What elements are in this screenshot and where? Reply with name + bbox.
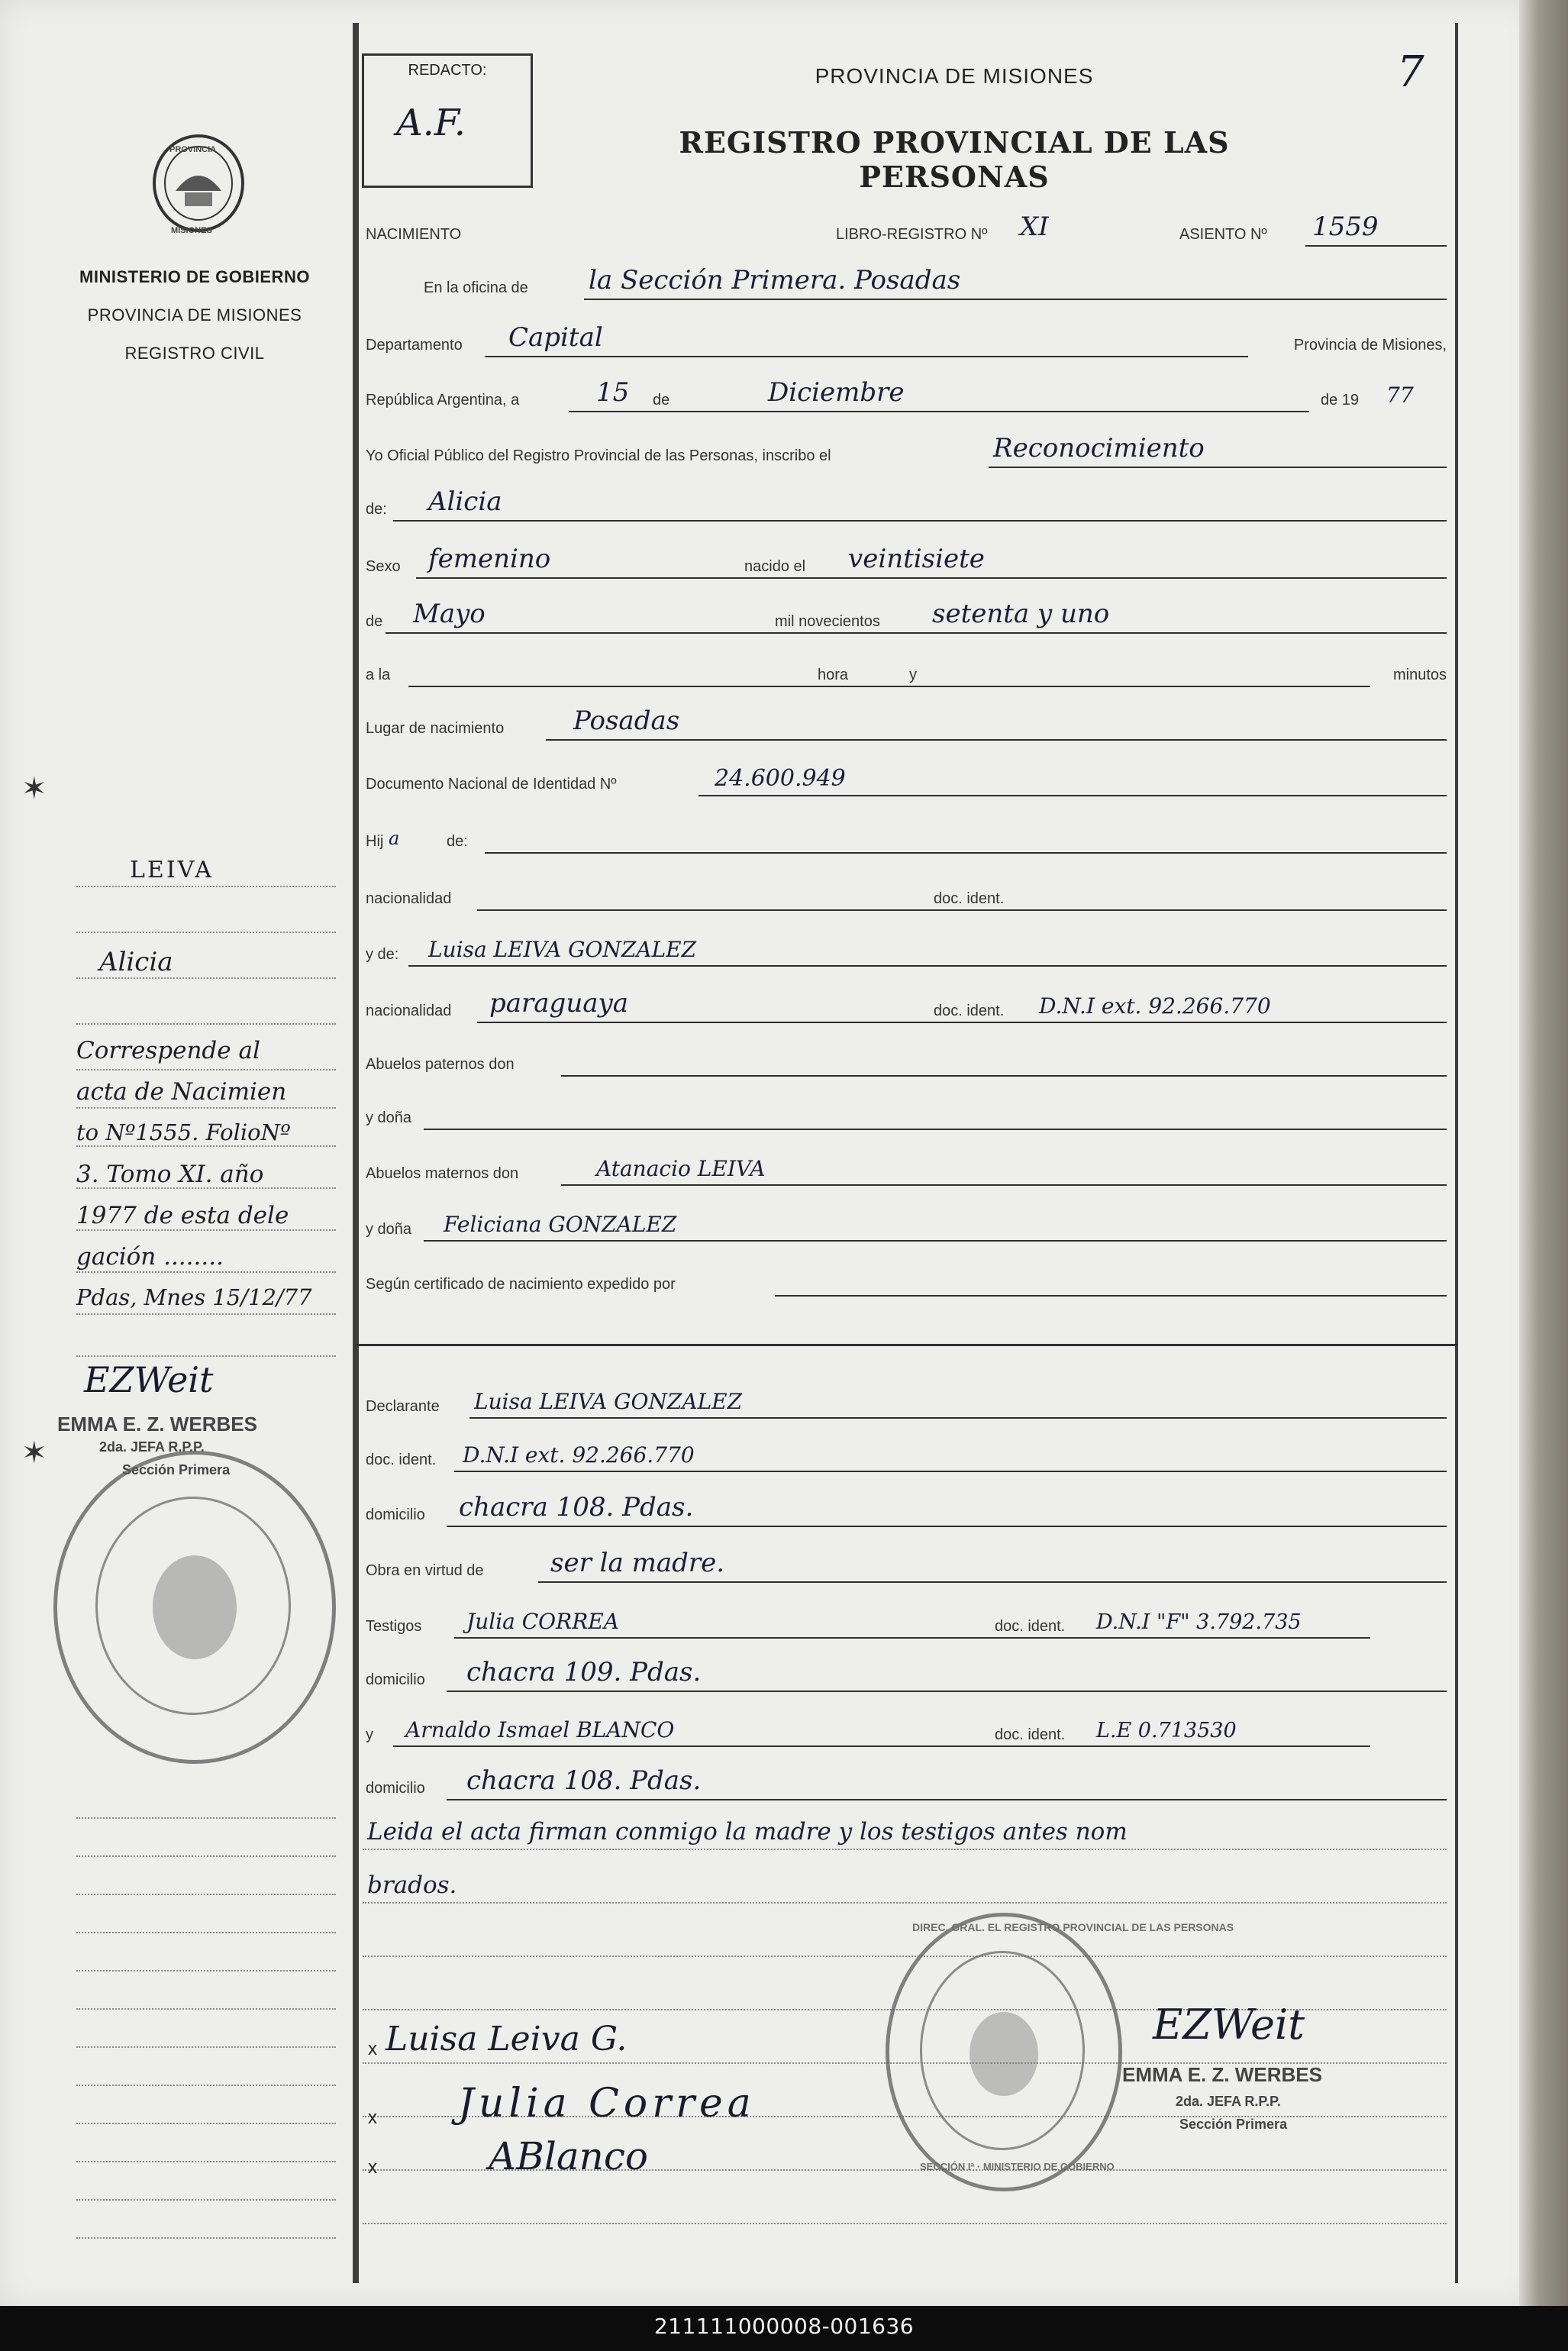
y-testigo-label: y — [366, 1726, 378, 1744]
mil-label: mil novecientos — [775, 613, 885, 631]
nacimiento-label: NACIMIENTO — [366, 226, 466, 244]
note-line-2: acta de Nacimien — [76, 1078, 287, 1106]
row-testigo-1-domicilio — [363, 1655, 1447, 1698]
domicilio-value: chacra 108. Pdas. — [454, 1492, 698, 1523]
signature-x-2: x — [368, 2107, 377, 2128]
doc-ident-label-2: doc. ident. — [928, 1003, 1008, 1020]
segun-label: Según certificado de nacimiento expedido por — [366, 1276, 680, 1293]
left-round-stamp — [53, 1451, 336, 1764]
nacionalidad-label: nacionalidad — [366, 890, 456, 908]
dni-value: 24.600.949 — [710, 765, 850, 792]
testigo1-dom: chacra 109. Pdas. — [462, 1657, 705, 1687]
abuelo-mat-value: Atanacio LEIVA — [592, 1156, 769, 1181]
de-label: de — [653, 392, 674, 409]
signature-witness-1: Julia Correa — [458, 2081, 756, 2127]
doc-ident-label-4: doc. ident. — [989, 1618, 1070, 1636]
declarante-label: Declarante — [366, 1398, 444, 1416]
row-testigo-2-domicilio — [363, 1764, 1447, 1807]
redacto-label: REDACTO: — [408, 62, 487, 79]
row-obra — [363, 1546, 1447, 1589]
testigo2-value: Arnaldo Ismael BLANCO — [401, 1717, 679, 1742]
redacto-value: A.F. — [396, 102, 466, 144]
republica-label: República Argentina, a — [366, 392, 524, 409]
signature-witness-2: ABlanco — [489, 2134, 648, 2178]
image-code: 211111000008-001636 — [653, 2314, 915, 2339]
nacido-label: nacido el — [744, 558, 810, 576]
libro-value: XI — [1015, 212, 1053, 242]
official-role: 2da. JEFA R.P.P. — [1176, 2094, 1281, 2109]
anio-value: 77 — [1382, 383, 1418, 408]
row-oficina — [363, 263, 1447, 306]
y-label: y — [905, 667, 921, 684]
sexo-label: Sexo — [366, 558, 405, 576]
official-section: Sección Primera — [1179, 2117, 1288, 2132]
book-spine — [1519, 0, 1568, 2306]
hijo-suffix: a — [384, 828, 404, 849]
row-inscribo — [363, 431, 1447, 474]
doc-ident-label-3: doc. ident. — [366, 1452, 440, 1469]
domicilio-label-3: domicilio — [366, 1780, 430, 1797]
libro-label: LIBRO-REGISTRO Nº — [836, 226, 992, 244]
mes-nac-value: Mayo — [408, 599, 490, 629]
lugar-value: Posadas — [569, 706, 684, 736]
nombre-value: Alicia — [424, 486, 507, 517]
dni-label: Documento Nacional de Identidad Nº — [366, 776, 621, 793]
ministry-province: PROVINCIA DE MISIONES — [87, 305, 302, 325]
yo-label: Yo Oficial Público del Registro Provincial de las Personas, inscribo el — [366, 447, 836, 465]
doc-ident-label: doc. ident. — [928, 890, 1008, 908]
leida-line-2: brados. — [363, 1871, 461, 1899]
form-right-border — [1455, 23, 1458, 2283]
declarante-value: Luisa LEIVA GONZALEZ — [469, 1389, 747, 1414]
section-separator — [356, 1344, 1458, 1346]
madre-value: Luisa LEIVA GONZALEZ — [424, 937, 701, 962]
row-abuela-paterna — [363, 1093, 1447, 1136]
testigo2-doc: L.E 0.713530 — [1092, 1719, 1241, 1742]
row-madre — [363, 930, 1447, 973]
note-line-3: to Nº1555. FolioNº — [76, 1119, 291, 1145]
anio-nac-value: setenta y uno — [928, 599, 1114, 629]
left-signature: EZWeit — [84, 1359, 214, 1400]
row-hora — [363, 651, 1447, 693]
row-testigo-1 — [363, 1602, 1447, 1645]
nacionalidad-2-value: paraguaya — [485, 988, 633, 1019]
oficina-value: la Sección Primera. Posadas — [584, 265, 965, 295]
obra-value: ser la madre. — [546, 1548, 729, 1578]
blank-row-1 — [363, 1920, 1447, 1963]
registry-title: REGISTRO PROVINCIAL DE LAS PERSONAS — [679, 125, 1230, 194]
testigo2-dom: chacra 108. Pdas. — [462, 1765, 705, 1796]
provincia-suffix: Provincia de Misiones, — [1289, 337, 1447, 354]
row-leida-2 — [363, 1867, 1447, 1910]
doc-ident-label-5: doc. ident. — [989, 1726, 1070, 1744]
abuela-mat-value: Feliciana GONZALEZ — [439, 1212, 681, 1237]
row-nacionalidad-1 — [363, 874, 1447, 917]
binding-hole-mark-2: ✶ — [21, 1436, 47, 1470]
row-abuela-materna — [363, 1205, 1447, 1248]
left-stamp-role: 2da. JEFA R.P.P. — [99, 1439, 205, 1455]
nacido-value: veintisiete — [844, 544, 989, 574]
seal-bottom-text: MISIONES — [171, 226, 212, 235]
note-line-5: 1977 de esta dele — [76, 1202, 289, 1229]
row-abuelos-maternos — [363, 1149, 1447, 1192]
row-doc-declarante — [363, 1435, 1447, 1478]
hijo-de-label: de: — [447, 833, 473, 851]
signature-mother: Luisa Leiva G. — [386, 2020, 628, 2059]
row-sexo — [363, 542, 1447, 585]
domicilio-label-2: domicilio — [366, 1671, 430, 1689]
departamento-label: Departamento — [366, 337, 467, 354]
binding-hole-mark: ✶ — [21, 772, 47, 806]
row-departamento — [363, 321, 1447, 363]
lugar-label: Lugar de nacimiento — [366, 720, 508, 738]
left-stamp-name: EMMA E. Z. WERBES — [57, 1413, 257, 1435]
row-abuelos-paternos — [363, 1040, 1447, 1083]
round-stamp-text: DIREC. GRAL. EL REGISTRO PROVINCIAL DE LAS PERSONAS — [912, 1921, 1234, 1933]
abuelos-pat-label: Abuelos paternos don — [366, 1056, 519, 1074]
row-nombre — [363, 485, 1447, 528]
yo-value: Reconocimiento — [989, 433, 1209, 463]
page-number: 7 — [1397, 47, 1424, 97]
sexo-value: femenino — [424, 544, 555, 574]
testigo1-value: Julia CORREA — [462, 1609, 624, 1634]
stamp-emblem-icon — [141, 1546, 248, 1668]
row-declarante — [363, 1382, 1447, 1425]
asiento-label: ASIENTO Nº — [1179, 226, 1272, 244]
anio-label: de 19 — [1321, 392, 1363, 409]
note-line-1: Correspende al — [76, 1037, 260, 1064]
oficina-label: En la oficina de — [424, 279, 533, 297]
left-stamp-section: Sección Primera — [122, 1462, 231, 1477]
row-lugar — [363, 704, 1447, 747]
testigos-label: Testigos — [366, 1618, 426, 1636]
redacto-box — [362, 53, 533, 188]
blank-row-6 — [363, 2188, 1447, 2230]
note-line-4: 3. Tomo XI. año — [76, 1161, 264, 1188]
obra-label: Obra en virtud de — [366, 1562, 489, 1580]
minutos-label: minutos — [1389, 667, 1447, 684]
hijo-label: Hij — [366, 833, 388, 851]
footer-strip — [0, 2306, 1568, 2351]
row-fecha — [363, 376, 1447, 418]
row-mes-nacimiento — [363, 597, 1447, 640]
domicilio-label: domicilio — [366, 1507, 430, 1524]
de2-label: de: — [366, 501, 392, 518]
row-testigo-2 — [363, 1710, 1447, 1753]
ministry-registry: REGISTRO CIVIL — [124, 344, 265, 363]
form-left-border — [356, 23, 359, 2283]
leida-line-1: Leida el acta firman conmigo la madre y los testigos antes nom — [363, 1818, 1132, 1846]
ydona-label-2: y doña — [366, 1221, 416, 1238]
seal-top-text: PROVINCIA — [169, 145, 217, 154]
ala-label: a la — [366, 667, 395, 684]
hora-label: hora — [813, 667, 853, 684]
doc-ident-3-value: D.N.I ext. 92.266.770 — [458, 1442, 699, 1468]
departamento-value: Capital — [504, 322, 608, 353]
left-given-name: Alicia — [99, 947, 173, 977]
row-nacionalidad-2 — [363, 987, 1447, 1029]
testigo1-doc: D.N.I "F" 3.792.735 — [1092, 1610, 1306, 1634]
official-signature: EZWeit — [1153, 2001, 1305, 2049]
signature-x-1: x — [368, 2039, 377, 2059]
row-libro — [363, 210, 1447, 253]
left-margin-column — [0, 0, 353, 2306]
nacionalidad-label-2: nacionalidad — [366, 1003, 456, 1020]
asiento-value: 1559 — [1308, 212, 1383, 242]
mes-value: Diciembre — [763, 377, 909, 408]
abuelos-mat-label: Abuelos maternos don — [366, 1165, 523, 1183]
ministry-title: MINISTERIO DE GOBIERNO — [79, 267, 310, 286]
official-name: EMMA E. Z. WERBES — [1122, 2063, 1322, 2086]
ydona-label: y doña — [366, 1109, 416, 1127]
row-segun — [363, 1260, 1447, 1303]
stamp-emblem-icon-2 — [962, 2004, 1046, 2104]
row-domicilio — [363, 1490, 1447, 1533]
round-stamp-inner: SECCIÓN Iª · MINISTERIO DE GOBIERNO — [920, 2161, 1115, 2172]
note-line-6: gación ........ — [76, 1243, 224, 1271]
yde-label: y de: — [366, 946, 403, 964]
dia-value: 15 — [592, 377, 634, 408]
note-line-7: Pdas, Mnes 15/12/77 — [76, 1284, 312, 1310]
row-hijo — [363, 817, 1447, 860]
province-header: PROVINCIA DE MISIONES — [815, 64, 1094, 88]
row-dni — [363, 760, 1447, 803]
doc-ident-2-value: D.N.I ext. 92.266.770 — [1034, 993, 1276, 1019]
left-surname: LEIVA — [130, 857, 214, 883]
de3-label: de — [366, 613, 387, 631]
row-leida-1 — [363, 1813, 1447, 1856]
signature-x-3: x — [368, 2157, 377, 2178]
